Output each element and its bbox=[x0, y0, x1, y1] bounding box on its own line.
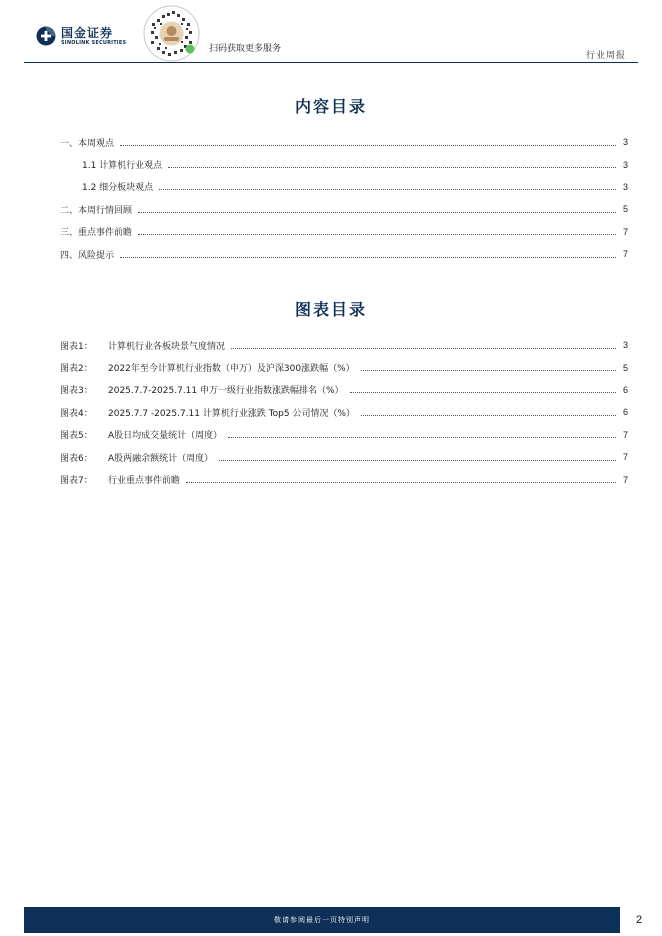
figure-number: 图表1： bbox=[60, 341, 93, 352]
toc-entry-label: 1.1 计算机行业观点 bbox=[60, 158, 164, 171]
figure-page: 7 bbox=[622, 474, 628, 485]
dot-leader bbox=[228, 437, 616, 438]
figure-entry[interactable] bbox=[60, 446, 628, 468]
company-logo bbox=[36, 26, 126, 46]
figure-number: 图表4： bbox=[60, 408, 93, 419]
figure-caption: A股日均成交量统计（周度） bbox=[108, 431, 223, 442]
contents-list bbox=[60, 131, 628, 265]
figure-number: 图表3： bbox=[60, 386, 93, 397]
figure-page: 7 bbox=[622, 429, 628, 440]
dot-leader bbox=[120, 145, 616, 146]
qr-caption: 扫码获取更多服务 bbox=[209, 44, 282, 54]
toc-entry-label: 四、风险提示 bbox=[60, 248, 116, 261]
figure-caption: A股两融余额统计（周度） bbox=[108, 453, 214, 464]
dot-leader bbox=[186, 482, 616, 483]
figure-entry[interactable] bbox=[60, 334, 628, 356]
toc-entry[interactable] bbox=[60, 176, 628, 198]
dot-leader bbox=[350, 392, 616, 393]
report-type-label: 行业周报 bbox=[585, 51, 626, 61]
figure-entry[interactable] bbox=[60, 424, 628, 446]
figure-number: 图表7： bbox=[60, 476, 93, 487]
toc-entry-label: 三、重点事件前瞻 bbox=[60, 225, 134, 238]
figure-page: 6 bbox=[622, 384, 628, 395]
figure-caption: 2025.7.7 -2025.7.11 计算机行业涨跌 Top5 公司情况（%） bbox=[108, 408, 356, 419]
figure-number: 图表6： bbox=[60, 453, 93, 464]
dot-leader bbox=[138, 234, 616, 235]
toc-entry-label: 二、本周行情回顾 bbox=[60, 203, 134, 216]
dot-leader bbox=[120, 257, 616, 258]
figures-list bbox=[60, 334, 628, 491]
toc-entry-label: 一、本周观点 bbox=[60, 136, 116, 149]
dot-leader bbox=[159, 189, 616, 190]
figure-entry[interactable] bbox=[60, 356, 628, 378]
dot-leader bbox=[361, 370, 616, 371]
dot-leader bbox=[231, 348, 616, 349]
figure-caption: 计算机行业各板块景气度情况 bbox=[108, 341, 226, 352]
dot-leader bbox=[219, 460, 616, 461]
page-number: 2 bbox=[636, 914, 643, 926]
logo-chinese-name: 国金证券 bbox=[61, 25, 114, 40]
figure-page: 5 bbox=[622, 362, 628, 373]
toc-entry-page: 7 bbox=[622, 249, 628, 260]
toc-entry[interactable] bbox=[60, 221, 628, 243]
dot-leader bbox=[361, 415, 616, 416]
toc-entry[interactable] bbox=[60, 131, 628, 153]
toc-entry-page: 5 bbox=[622, 204, 628, 215]
page-header bbox=[0, 0, 662, 64]
toc-entry-page: 3 bbox=[622, 181, 628, 192]
qr-code-icon[interactable] bbox=[143, 5, 200, 62]
figure-caption: 2022年至今计算机行业指数（申万）及沪深300涨跌幅（%） bbox=[108, 364, 355, 375]
toc-entry-page: 3 bbox=[622, 137, 628, 148]
toc-entry-page: 3 bbox=[622, 159, 628, 170]
figure-caption: 行业重点事件前瞻 bbox=[108, 476, 181, 487]
figure-caption: 2025.7.7-2025.7.11 申万一级行业指数涨跌幅排名（%） bbox=[108, 386, 344, 397]
figure-page: 7 bbox=[622, 452, 628, 463]
footer-bar bbox=[24, 907, 620, 933]
dot-leader bbox=[138, 212, 616, 213]
figure-entry[interactable] bbox=[60, 401, 628, 423]
toc-entry[interactable] bbox=[60, 243, 628, 265]
sinolink-logo-icon bbox=[36, 26, 56, 46]
figure-page: 6 bbox=[622, 407, 628, 418]
toc-entry[interactable] bbox=[60, 153, 628, 175]
contents-title: 内容目录 bbox=[294, 97, 367, 116]
logo-english-name: SINOLINK SECURITIES bbox=[61, 39, 127, 46]
figure-number: 图表5： bbox=[60, 431, 93, 442]
figure-entry[interactable] bbox=[60, 379, 628, 401]
footer-disclaimer: 敬请参阅最后一页特别声明 bbox=[274, 916, 370, 924]
figures-title: 图表目录 bbox=[294, 300, 367, 319]
dot-leader bbox=[168, 167, 616, 168]
toc-entry-page: 7 bbox=[622, 226, 628, 237]
toc-entry-label: 1.2 细分板块观点 bbox=[60, 180, 155, 193]
header-divider bbox=[24, 62, 638, 63]
figure-number: 图表2： bbox=[60, 364, 93, 375]
toc-entry[interactable] bbox=[60, 198, 628, 220]
figure-entry[interactable] bbox=[60, 468, 628, 490]
figure-page: 3 bbox=[622, 340, 628, 351]
